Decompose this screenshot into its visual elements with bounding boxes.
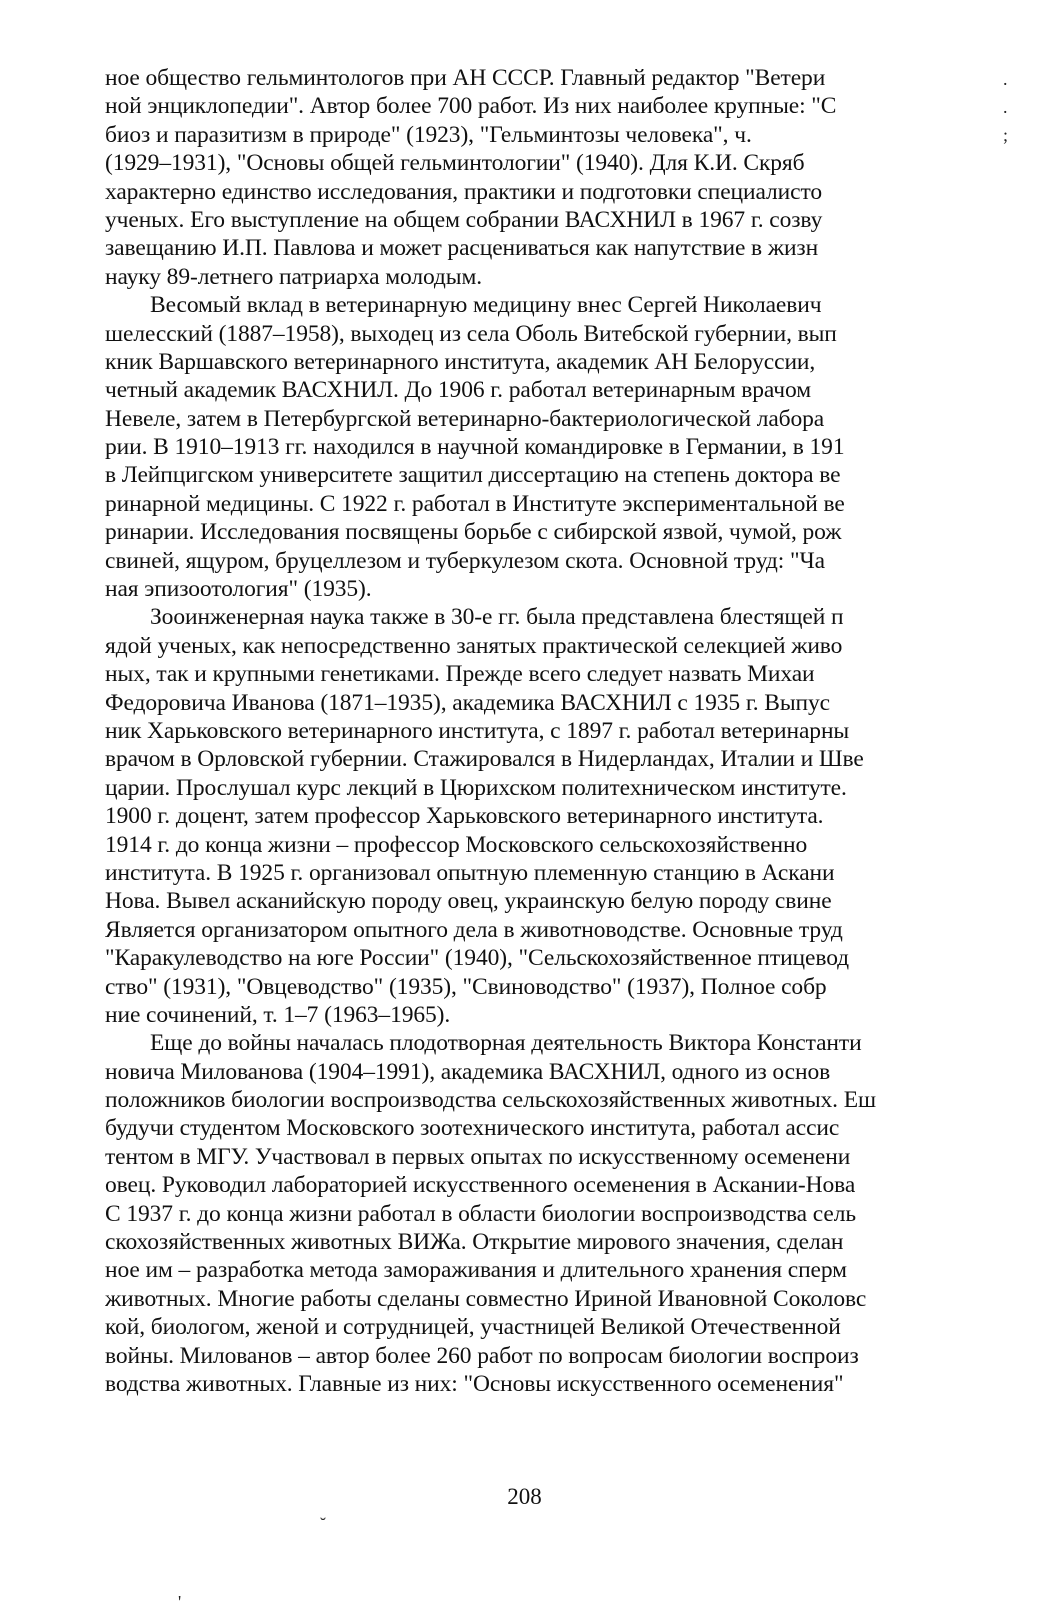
text-line: Федоровича Иванова (1871–1935), академика ВАСХНИЛ с 1935 г. Выпус <box>105 689 830 716</box>
text-line: царии. Прослушал курс лекций в Цюрихском политехническом институте. <box>105 774 847 801</box>
text-line: 1914 г. до конца жизни – профессор Московского сельскохозяйственно <box>105 831 808 858</box>
text-line: врачом в Орловской губернии. Стажировался в Нидерландах, Италии и Шве <box>105 746 864 773</box>
text-line: Невеле, затем в Петербургской ветеринарно-бактериологической лабора <box>105 405 825 432</box>
text-line: ринарии. Исследования посвящены борьбе с сибирской язвой, чумой, рож <box>105 519 842 546</box>
body-text <box>105 64 990 1398</box>
text-line: науку 89-летнего патриарха молодым. <box>105 263 483 290</box>
scan-speck: ˘ <box>320 1514 326 1534</box>
paragraph-start-line: Зооинженерная наука также в 30-е гг. была представлена блестящей п <box>150 604 844 631</box>
text-line: института. В 1925 г. организовал опытную племенную станцию в Аскани <box>105 859 835 886</box>
text-line: ное им – разработка метода замораживания и длительного хранения сперм <box>105 1257 847 1284</box>
scan-speck: . <box>1003 69 1008 89</box>
text-line: завещанию И.П. Павлова и может расцениваться как напутствие в жизн <box>105 235 819 262</box>
text-line: ние сочинений, т. 1–7 (1963–1965). <box>105 1001 451 1028</box>
text-line: животных. Многие работы сделаны совместно Ириной Ивановной Соколовс <box>105 1285 867 1312</box>
text-line: свиней, ящуром, бруцеллезом и туберкулезом скота. Основной труд: "Ча <box>105 547 825 574</box>
text-line: тентом в МГУ. Участвовал в первых опытах по искусственному осеменени <box>105 1143 851 1170</box>
text-line: ной энциклопедии". Автор более 700 работ. Из них наиболее крупные: "С <box>105 93 837 120</box>
text-line: (1929–1931), "Основы общей гельминтологии" (1940). Для К.И. Скряб <box>105 150 805 177</box>
text-line: биоз и паразитизм в природе" (1923), "Гельминтозы человека", ч. <box>105 121 752 148</box>
text-line: Нова. Вывел асканийскую породу овец, украинскую белую породу свине <box>105 888 832 915</box>
scan-speck: ' <box>178 1592 182 1612</box>
scan-speck: . <box>1003 97 1008 117</box>
paragraph-start-line: Еще до войны началась плодотворная деятельность Виктора Константи <box>150 1030 862 1057</box>
text-line: скохозяйственных животных ВИЖа. Открытие мирового значения, сделан <box>105 1229 844 1256</box>
text-line: в Лейпцигском университете защитил диссертацию на степень доктора ве <box>105 462 841 489</box>
text-line: новича Милованова (1904–1991), академика ВАСХНИЛ, одного из основ <box>105 1058 831 1085</box>
text-line: Является организатором опытного дела в животноводстве. Основные труд <box>105 916 843 943</box>
text-line: рии. В 1910–1913 гг. находился в научной командировке в Германии, в 191 <box>105 434 845 461</box>
text-line: ная эпизоотология" (1935). <box>105 576 372 603</box>
text-line: ринарной медицины. С 1922 г. работал в Институте экспериментальной ве <box>105 490 845 517</box>
scan-speck: ; <box>1003 125 1009 145</box>
text-line: кой, биологом, женой и сотрудницей, участницей Великой Отечественной <box>105 1314 841 1341</box>
text-line: характерно единство исследования, практики и подготовки специалисто <box>105 178 822 205</box>
text-line: ученых. Его выступление на общем собрании ВАСХНИЛ в 1967 г. созву <box>105 206 823 233</box>
text-line: ных, так и крупными генетиками. Прежде всего следует назвать Михаи <box>105 661 815 688</box>
text-line: 1900 г. доцент, затем профессор Харьковского ветеринарного института. <box>105 803 824 830</box>
text-line: положников биологии воспроизводства сельскохозяйственных животных. Еш <box>105 1087 876 1114</box>
text-line: водства животных. Главные из них: "Основы искусственного осеменения" <box>105 1370 844 1397</box>
text-line: овец. Руководил лабораторией искусственного осеменения в Аскании-Нова <box>105 1172 856 1199</box>
text-line: ство" (1931), "Овцеводство" (1935), "Свиноводство" (1937), Полное собр <box>105 973 827 1000</box>
text-line: ник Харьковского ветеринарного института, с 1897 г. работал ветеринарны <box>105 717 850 744</box>
text-line: С 1937 г. до конца жизни работал в области биологии воспроизводства сель <box>105 1200 856 1227</box>
text-line: "Каракулеводство на юге России" (1940), "Сельскохозяйственное птицевод <box>105 945 850 972</box>
page-number: 208 <box>507 1484 542 1509</box>
text-line: четный академик ВАСХНИЛ. До 1906 г. работал ветеринарным врачом <box>105 377 811 404</box>
text-line: кник Варшавского ветеринарного института, академик АН Белоруссии, <box>105 348 816 375</box>
text-line: будучи студентом Московского зоотехнического института, работал ассис <box>105 1115 840 1142</box>
text-line: шелесский (1887–1958), выходец из села Оболь Витебской губернии, вып <box>105 320 837 347</box>
text-line: ядой ученых, как непосредственно занятых практической селекцией живо <box>105 632 843 659</box>
paragraph-start-line: Весомый вклад в ветеринарную медицину внес Сергей Николаевич <box>150 292 822 319</box>
text-line: войны. Милованов – автор более 260 работ по вопросам биологии воспроиз <box>105 1342 859 1369</box>
text-line: ное общество гельминтологов при АН СССР. Главный редактор "Ветери <box>105 65 826 91</box>
